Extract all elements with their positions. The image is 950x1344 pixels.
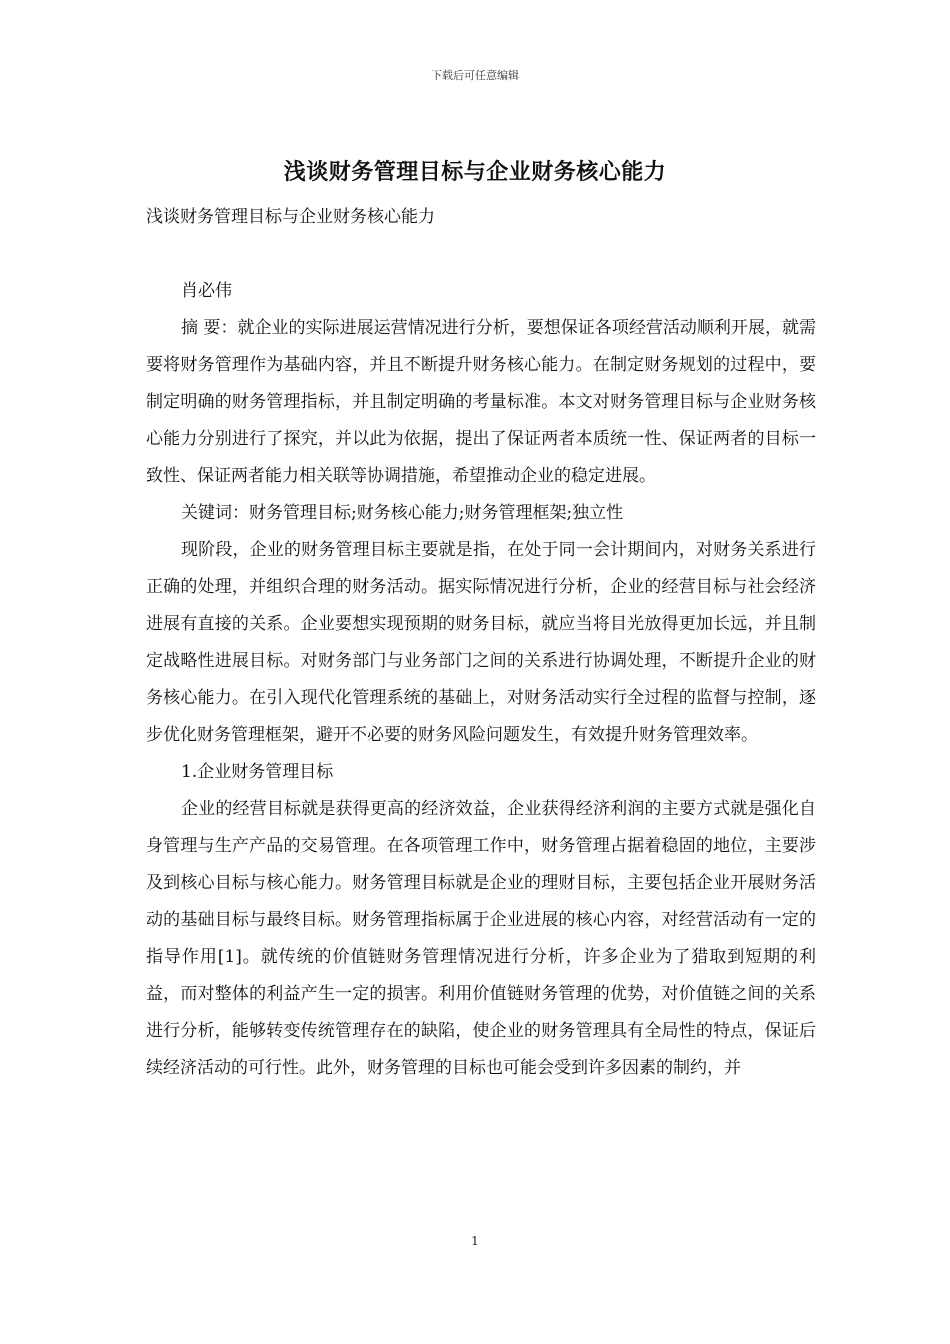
document-title: 浅谈财务管理目标与企业财务核心能力 — [283, 159, 667, 185]
page-header-note: 下载后可任意编辑 — [431, 69, 519, 82]
page-number: 1 — [471, 1234, 479, 1248]
section-heading: 1.企业财务管理目标 — [181, 762, 334, 782]
abstract-paragraph: 摘 要：就企业的实际进展运营情况进行分析，要想保证各项经营活动顺利开展，就需要将财务管理作为基础内容，并且不断提升财务核心能力。在制定财务规划的过程中，要制定明确的财务管理指标，并且制定明确的考量标准。本文对财务管理目标与企业财务核心能力分别进行了探究，并以此为依据，提出了保证两者本质统一性、保证两者的目标一致性、保证两者能力相关联等协调措施，希望推动企业的稳定进展。 — [146, 318, 816, 486]
blank-line — [146, 236, 816, 273]
document-body — [146, 199, 816, 1087]
author-name: 肖必伟 — [181, 281, 232, 301]
intro-paragraph: 现阶段，企业的财务管理目标主要就是指，在处于同一会计期间内，对财务关系进行正确的处理，并组织合理的财务活动。据实际情况进行分析，企业的经营目标与社会经济进展有直接的关系。企业要想实现预期的财务目标，就应当将目光放得更加长远，并且制定战略性进展目标。对财务部门与业务部门之间的关系进行协调处理，不断提升企业的财务核心能力。在引入现代化管理系统的基础上，对财务活动实行全过程的监督与控制，逐步优化财务管理框架，避开不必要的财务风险问题发生，有效提升财务管理效率。 — [146, 540, 816, 745]
keywords-line: 关键词：财务管理目标;财务核心能力;财务管理框架;独立性 — [181, 503, 624, 523]
section-paragraph: 企业的经营目标就是获得更高的经济效益，企业获得经济利润的主要方式就是强化自身管理与生产产品的交易管理。在各项管理工作中，财务管理占据着稳固的地位，主要涉及到核心目标与核心能力。财务管理目标就是企业的理财目标，主要包括企业开展财务活动的基础目标与最终目标。财务管理指标属于企业进展的核心内容，对经营活动有一定的指导作用[1]。就传统的价值链财务管理情况进行分析，许多企业为了猎取到短期的利益，而对整体的利益产生一定的损害。利用价值链财务管理的优势，对价值链之间的关系进行分析，能够转变传统管理存在的缺陷，使企业的财务管理具有全局性的特点，保证后续经济活动的可行性。此外，财务管理的目标也可能会受到许多因素的制约，并 — [146, 799, 816, 1078]
document-subtitle: 浅谈财务管理目标与企业财务核心能力 — [146, 207, 435, 227]
